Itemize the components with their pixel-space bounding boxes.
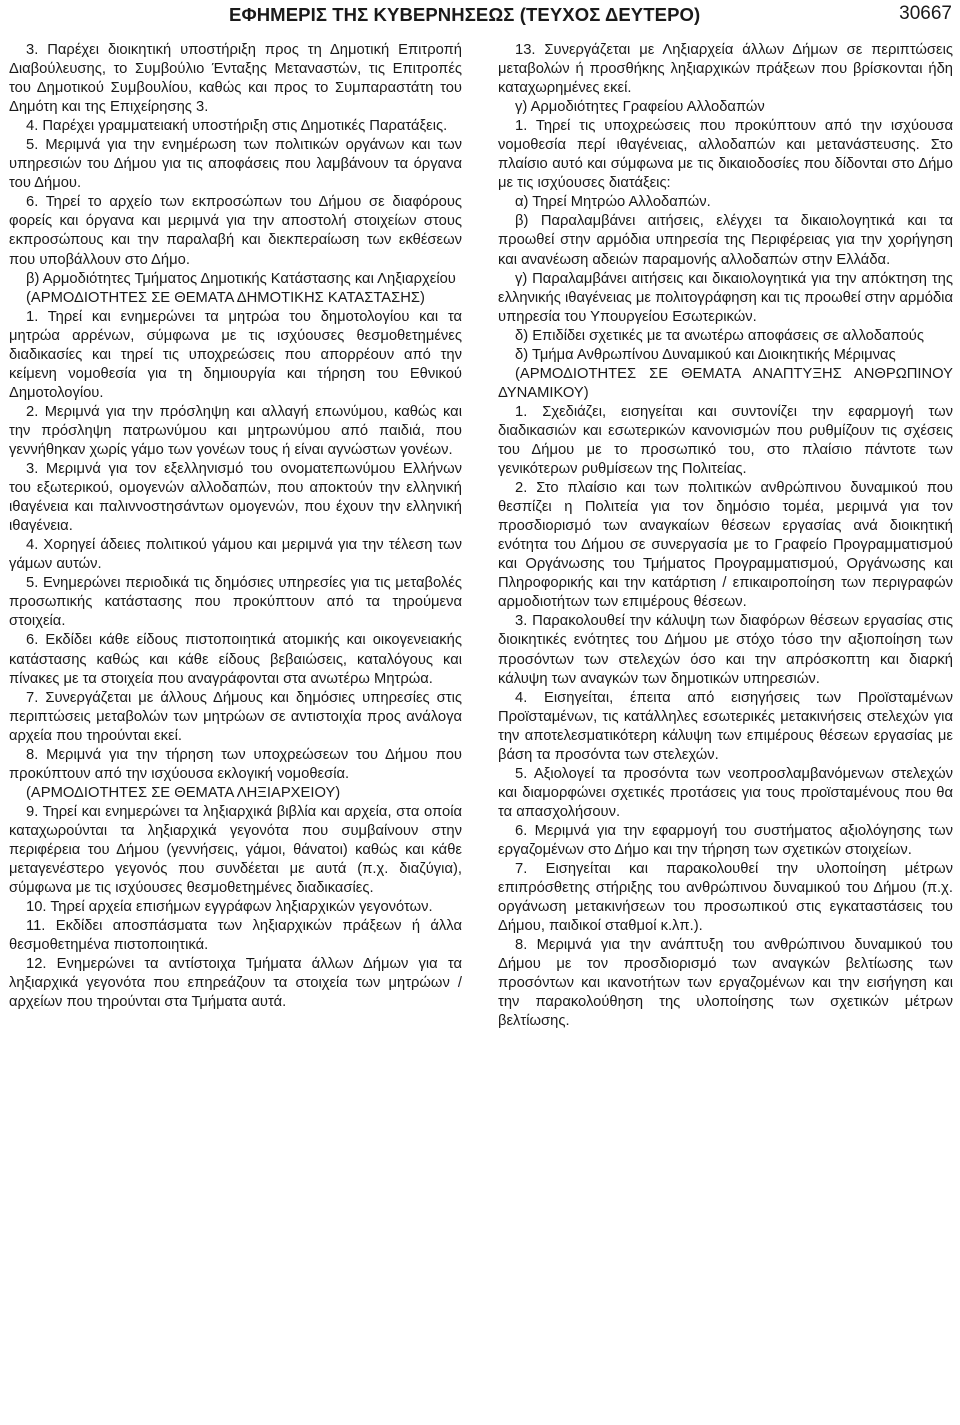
paragraph: 2. Μεριμνά για την πρόσληψη και αλλαγή επωνύμου, καθώς και την πρόσληψη πατρωνύμου και μητρωνύμου από παιδιά, που γεννήθηκαν χωρίς γάμο των γονέων τους ή είναι αγνώστων γονέων.	[9, 403, 462, 458]
gazette-title: ΕΦΗΜΕΡΙΣ ΤΗΣ ΚΥΒΕΡΝΗΣΕΩΣ (ΤΕΥΧΟΣ ΔΕΥΤΕΡΟ)	[229, 4, 701, 25]
paragraph: 8. Μεριμνά για την τήρηση των υποχρεώσεων του Δήμου που προκύπτουν από την ισχύουσα εκλογική νομοθεσία.	[9, 746, 462, 782]
paragraph: 10. Τηρεί αρχεία επισήμων εγγράφων ληξιαρχικών γεγονότων.	[26, 899, 433, 916]
right-column	[498, 41, 953, 1031]
section-heading: β) Αρμοδιότητες Τμήματος Δημοτικής Κατάστασης και Ληξιαρχείου	[26, 270, 456, 287]
paragraph: 4. Παρέχει γραμματειακή υποστήριξη στις Δημοτικές Παρατάξεις.	[26, 118, 448, 135]
page-number: 30667	[899, 3, 952, 24]
paragraph: 6. Εκδίδει κάθε είδους πιστοποιητικά ατομικής και οικογενειακής κατάστασης καθώς και κάθε είδους βεβαιώσεις, καταλόγους και πίνακες με τα στοιχεία που αναγράφονται στα ανωτέρω Μητρώα.	[9, 632, 462, 687]
paragraph: 1. Τηρεί τις υποχρεώσεις που προκύπτουν από την ισχύουσα νομοθεσία περί ιθαγένειας, αλλοδαπών και μετανάστευσης. Στο πλαίσιο αυτό και σύμφωνα με τις δικαιοδοσίες που δίδονται στο Δήμο με τις ισχύουσες διατάξεις:	[498, 118, 953, 192]
paragraph: 13. Συνεργάζεται με Ληξιαρχεία άλλων Δήμων σε περιπτώσεις μεταβολών ή προσθήκης ληξιαρχικών πράξεων που βρίσκονται ήδη καταχωρημένες εκεί.	[498, 42, 953, 97]
paragraph: 7. Συνεργάζεται με άλλους Δήμους και δημόσιες υπηρεσίες στις περιπτώσεις μεταβολών των μητρώων σε αντιστοιχία προς ανάλογα αρχεία που τηρούνται εκεί.	[9, 689, 462, 744]
paragraph: 5. Ενημερώνει περιοδικά τις δημόσιες υπηρεσίες για τις μεταβολές προσωπικής κατάστασης που προκύπτουν από τα τηρούμενα στοιχεία.	[9, 575, 462, 630]
paragraph: γ) Παραλαμβάνει αιτήσεις και δικαιολογητικά για την απόκτηση της ελληνικής ιθαγένειας με πολιτογράφηση και τις προωθεί στην αρμόδια υπηρεσία του Υπουργείου Εσωτερικών.	[498, 270, 953, 325]
paragraph: 5. Μεριμνά για την ενημέρωση των πολιτικών οργάνων και των υπηρεσιών του Δήμου για τις αποφάσεις που λαμβάνουν τα όργανα του Δήμου.	[9, 137, 462, 192]
paragraph: 9. Τηρεί και ενημερώνει τα ληξιαρχικά βιβλία και αρχεία, στα οποία καταχωρούνται τα ληξιαρχικά γεγονότα που συμβαίνουν στην περιφέρεια του Δήμου (γεννήσεις, γάμοι, θάνατοι) καθώς και κάθε μεταγενέστερο γεγονός που συνδέεται με αυτά (π.χ. διαζύγια), σύμφωνα με τις ισχύουσες θεσμοθετημένες διαδικασίες.	[9, 803, 462, 897]
paragraph: 11. Εκδίδει αποσπάσματα των ληξιαρχικών πράξεων ή άλλα θεσμοθετημένα πιστοποιητικά.	[9, 918, 462, 954]
subsection-heading: (ΑΡΜΟΔΙΟΤΗΤΕΣ ΣΕ ΘΕΜΑΤΑ ΛΗΞΙΑΡΧΕΙΟΥ)	[26, 784, 341, 801]
paragraph: δ) Επιδίδει σχετικές με τα ανωτέρω αποφάσεις σε αλλοδαπούς	[515, 327, 924, 344]
paragraph: 6. Τηρεί το αρχείο των εκπροσώπων του Δήμου σε διαφόρους φορείς και όργανα και μεριμνά για την αποστολή στοιχείων στους εκπροσώπους και την παραλαβή και διεκπεραίωση των εκθέσεων που υποβάλλουν στο Δήμο.	[9, 194, 462, 268]
paragraph: 1. Τηρεί και ενημερώνει τα μητρώα του δημοτολογίου και τα μητρώα αρρένων, σύμφωνα με τις ισχύουσες θεσμοθετημένες διαδικασίες και τηρεί τις υποχρεώσεις που απορρέουν από την κείμενη νομοθεσία για τη δημιουργία και τήρηση του Εθνικού Δημοτολογίου.	[9, 308, 462, 401]
paragraph: β) Παραλαμβάνει αιτήσεις, ελέγχει τα δικαιολογητικά και τα προωθεί στην αρμόδια υπηρεσία της Περιφέρειας για την χορήγηση και ανανέωση αδειών παραμονής αλλοδαπών στην Ελλάδα.	[498, 213, 953, 268]
paragraph: 4. Χορηγεί άδειες πολιτικού γάμου και μεριμνά για την τέλεση των γάμων αυτών.	[9, 537, 462, 573]
paragraph: 2. Στο πλαίσιο και των πολιτικών ανθρώπινου δυναμικού που θεσπίζει η Πολιτεία για τον δημόσιο τομέα, μεριμνά για τον προσδιορισμό των αναγκαίων θέσεων εργασίας ανά διοικητική ενότητα του Δήμου σε συνεργασία με το Γραφείο Προγραμματισμού και Οργάνωσης του Τμήματος Προγραμματισμού, Οργάνωσης και Πληροφορικής και την κατάρτιση / επικαιροποίηση των περιγραφών αρμοδιοτήτων των επιμέρους θέσεων.	[498, 480, 953, 611]
paragraph: 8. Μεριμνά για την ανάπτυξη του ανθρώπινου δυναμικού του Δήμου με τον προσδιορισμό των αναγκών βελτίωσης των προσόντων και ικανοτήτων των εργαζομένων και την εισήγηση και την παρακολούθηση της υλοποίησης των σχετικών μέτρων βελτίωσης.	[498, 937, 953, 1030]
subsection-heading: (ΑΡΜΟΔΙΟΤΗΤΕΣ ΣΕ ΘΕΜΑΤΑ ΑΝΑΠΤΥΞΗΣ ΑΝΘΡΩΠΙΝΟΥ ΔΥΝΑΜΙΚΟΥ)	[498, 365, 953, 401]
paragraph: 1. Σχεδιάζει, εισηγείται και συντονίζει την εφαρμογή των διαδικασιών και εσωτερικών κανονισμών που ρυθμίζουν τις σχέσεις του Δήμου με το προσωπικό του, στο πλαίσιο πάντοτε των γενικότερων ρυθμίσεων της Πολιτείας.	[498, 403, 953, 478]
paragraph: 6. Μεριμνά για την εφαρμογή του συστήματος αξιολόγησης των εργαζομένων στο Δήμο και την τήρηση των σχετικών στοιχείων.	[498, 822, 953, 858]
left-column	[9, 41, 462, 1012]
page-header	[0, 0, 960, 34]
paragraph: 5. Αξιολογεί τα προσόντα των νεοπροσλαμβανόμενων στελεχών και διαμορφώνει σχετικές προτάσεις για τους προϊσταμένους που θα τα απασχολήσουν.	[498, 765, 953, 820]
paragraph: α) Τηρεί Μητρώο Αλλοδαπών.	[515, 194, 711, 211]
section-heading: δ) Τμήμα Ανθρωπίνου Δυναμικού και Διοικητικής Μέριμνας	[515, 346, 896, 363]
subsection-heading: (ΑΡΜΟΔΙΟΤΗΤΕΣ ΣΕ ΘΕΜΑΤΑ ΔΗΜΟΤΙΚΗΣ ΚΑΤΑΣΤΑΣΗΣ)	[26, 289, 425, 306]
paragraph: 3. Μεριμνά για τον εξελληνισμό του ονοματεπωνύμου Ελλήνων του εξωτερικού, ομογενών αλλοδαπών, που αποκτούν την ελληνική ιθαγένεια και παλιννοστησάντων ομογενών, που έχουν την ελληνική ιθαγένεια.	[9, 461, 462, 535]
section-heading: γ) Αρμοδιότητες Γραφείου Αλλοδαπών	[515, 99, 765, 116]
paragraph: 3. Παρέχει διοικητική υποστήριξη προς τη Δημοτική Επιτροπή Διαβούλευσης, το Συμβούλιο Ένταξης Μεταναστών, τις Επιτροπές του Δημοτικού Συμβουλίου, καθώς και προς το Συμπαραστάτη του Δημότη και της Επιχείρησης 3.	[9, 42, 462, 116]
paragraph: 7. Εισηγείται και παρακολουθεί την υλοποίηση μέτρων επιπρόσθετης στήριξης του ανθρώπινου δυναμικού του Δήμου (π.χ. οργάνωση μετακινήσεων του προσωπικού στις εγκαταστάσεις του Δήμου, παιδικοί σταθμοί κ.λπ.).	[498, 861, 953, 935]
paragraph: 3. Παρακολουθεί την κάλυψη των διαφόρων θέσεων εργασίας στις διοικητικές ενότητες του Δήμου με στόχο τόσο την αξιοποίηση των προσόντων των στελεχών όσο και την απρόσκοπτη και διαρκή κάλυψη των αναγκών των δημοτικών υπηρεσιών.	[498, 613, 953, 687]
paragraph: 4. Εισηγείται, έπειτα από εισηγήσεις των Προϊσταμένων Προϊσταμένων, τις κατάλληλες εσωτερικές μετακινήσεις στελεχών για την αποτελεσματικότερη κάλυψη των επιμέρους θέσεων εργασίας με βάση τα προσόντα των στελεχών.	[498, 689, 953, 763]
paragraph: 12. Ενημερώνει τα αντίστοιχα Τμήματα άλλων Δήμων για τα ληξιαρχικά γεγονότα που επηρεάζουν τα στοιχεία των μητρώων / αρχείων που τηρούνται στα Τμήματα αυτά.	[9, 956, 462, 1011]
